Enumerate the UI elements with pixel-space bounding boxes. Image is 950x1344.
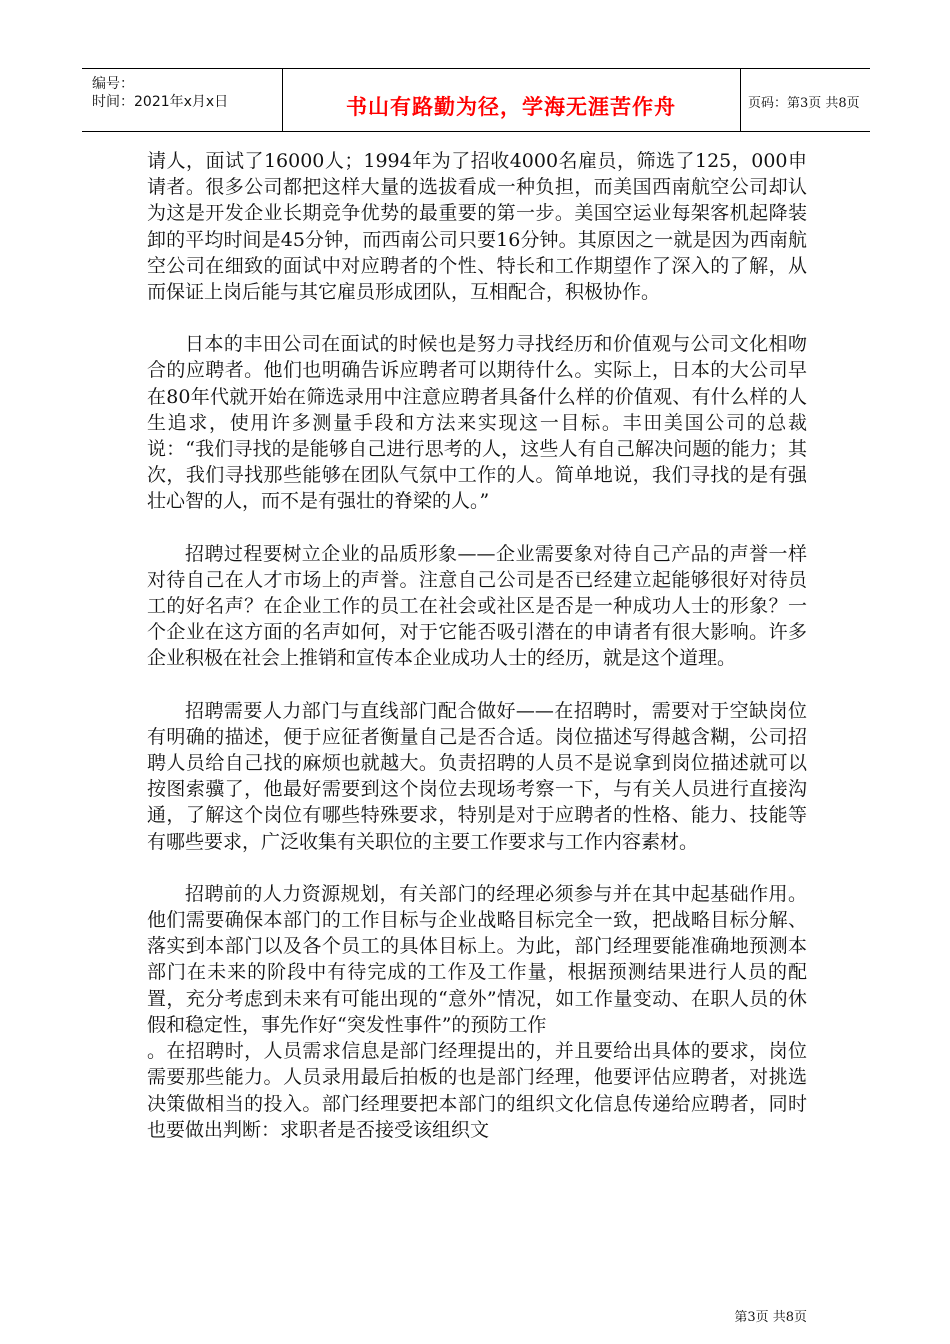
paragraph-4: 招聘需要人力部门与直线部门配合做好——在招聘时，需要对于空缺岗位有明确的描述，便于应征者衡量自己是否合适。岗位描述写得越含糊，公司招聘人员给自己找的麻烦也就越大。负责招聘的人员不是说拿到岗位描述就可以按图索骥了，他最好需要到这个岗位去现场考察一下，与有关人员进行直接沟通，了解这个岗位有哪些特殊要求，特别是对于应聘者的性格、能力、技能等有哪些要求，广泛收集有关职位的主要工作要求与工作内容素材。 (147, 699, 807, 853)
header-page-cell (740, 69, 870, 131)
document-body (147, 148, 807, 1143)
header-motto: 书山有路勤为径，学海无涯苦作舟 (346, 94, 676, 119)
header-meta (82, 69, 283, 131)
paragraph-2: 日本的丰田公司在面试的时候也是努力寻找经历和价值观与公司文化相吻合的应聘者。他们也明确告诉应聘者可以期待什么。实际上，日本的大公司早在80年代就开始在筛选录用中注意应聘者具备什么样的价值观、有什么样的人生追求，使用许多测量手段和方法来实现这一目标。丰田美国公司的总裁说：“我们寻找的是能够自己进行思考的人，这些人有自己解决问题的能力；其次，我们寻找那些能够在团队气氛中工作的人。简单地说，我们寻找的是有强壮心智的人，而不是有强壮的脊梁的人。” (147, 333, 807, 513)
paragraph-3: 招聘过程要树立企业的品质形象——企业需要象对待自己产品的声誉一样对待自己在人才市场上的声誉。注意自己公司是否已经建立起能够很好对待员工的好名声？在企业工作的员工在社会或社区是否是一种成功人士的形象？一个企业在这方面的名声如何，对于它能否吸引潜在的申请者有很大影响。许多企业积极在社会上推销和宣传本企业成功人士的经历，就是这个道理。 (147, 542, 807, 670)
document-number-label: 编号： (92, 76, 134, 92)
paragraph-6: 。在招聘时，人员需求信息是部门经理提出的，并且要给出具体的要求，岗位需要那些能力。人员录用最后拍板的也是部门经理，他要评估应聘者，对挑选决策做相当的投入。部门经理要把本部门的组织文化信息传递给应聘者，同时也要做出判断：求职者是否接受该组织文 (147, 1040, 807, 1141)
paragraph-5: 招聘前的人力资源规划，有关部门的经理必须参与并在其中起基础作用。他们需要确保本部门的工作目标与企业战略目标完全一致，把战略目标分解、落实到本部门以及各个员工的具体目标上。为此，部门经理要能准确地预测本部门在未来的阶段中有待完成的工作及工作量，根据预测结果进行人员的配置，充分考虑到未来有可能出现的“意外”情况，如工作量变动、在职人员的休假和稳定性，事先作好“突发性事件”的预防工作 (147, 882, 807, 1036)
paragraph-1: 请人，面试了16000人；1994年为了招收4000名雇员，筛选了125，000申请者。很多公司都把这样大量的选拔看成一种负担，而美国西南航空公司却认为这是开发企业长期竞争优势的最重要的第一步。美国空运业每架客机起降装卸的平均时间是45分钟，而西南公司只要16分钟。其原因之一就是因为西南航空公司在细致的面试中对应聘者的个性、特长和工作期望作了深入的了解，从而保证上岗后能与其它雇员形成团队，互相配合，积极协作。 (147, 150, 807, 304)
page-header (82, 68, 870, 132)
header-page-number: 页码：第3页 共8页 (748, 96, 860, 111)
document-date-label: 时间：2021年x月x日 (92, 94, 229, 110)
header-motto-cell (282, 69, 741, 131)
page-footer: 第3页 共8页 (734, 1310, 807, 1325)
